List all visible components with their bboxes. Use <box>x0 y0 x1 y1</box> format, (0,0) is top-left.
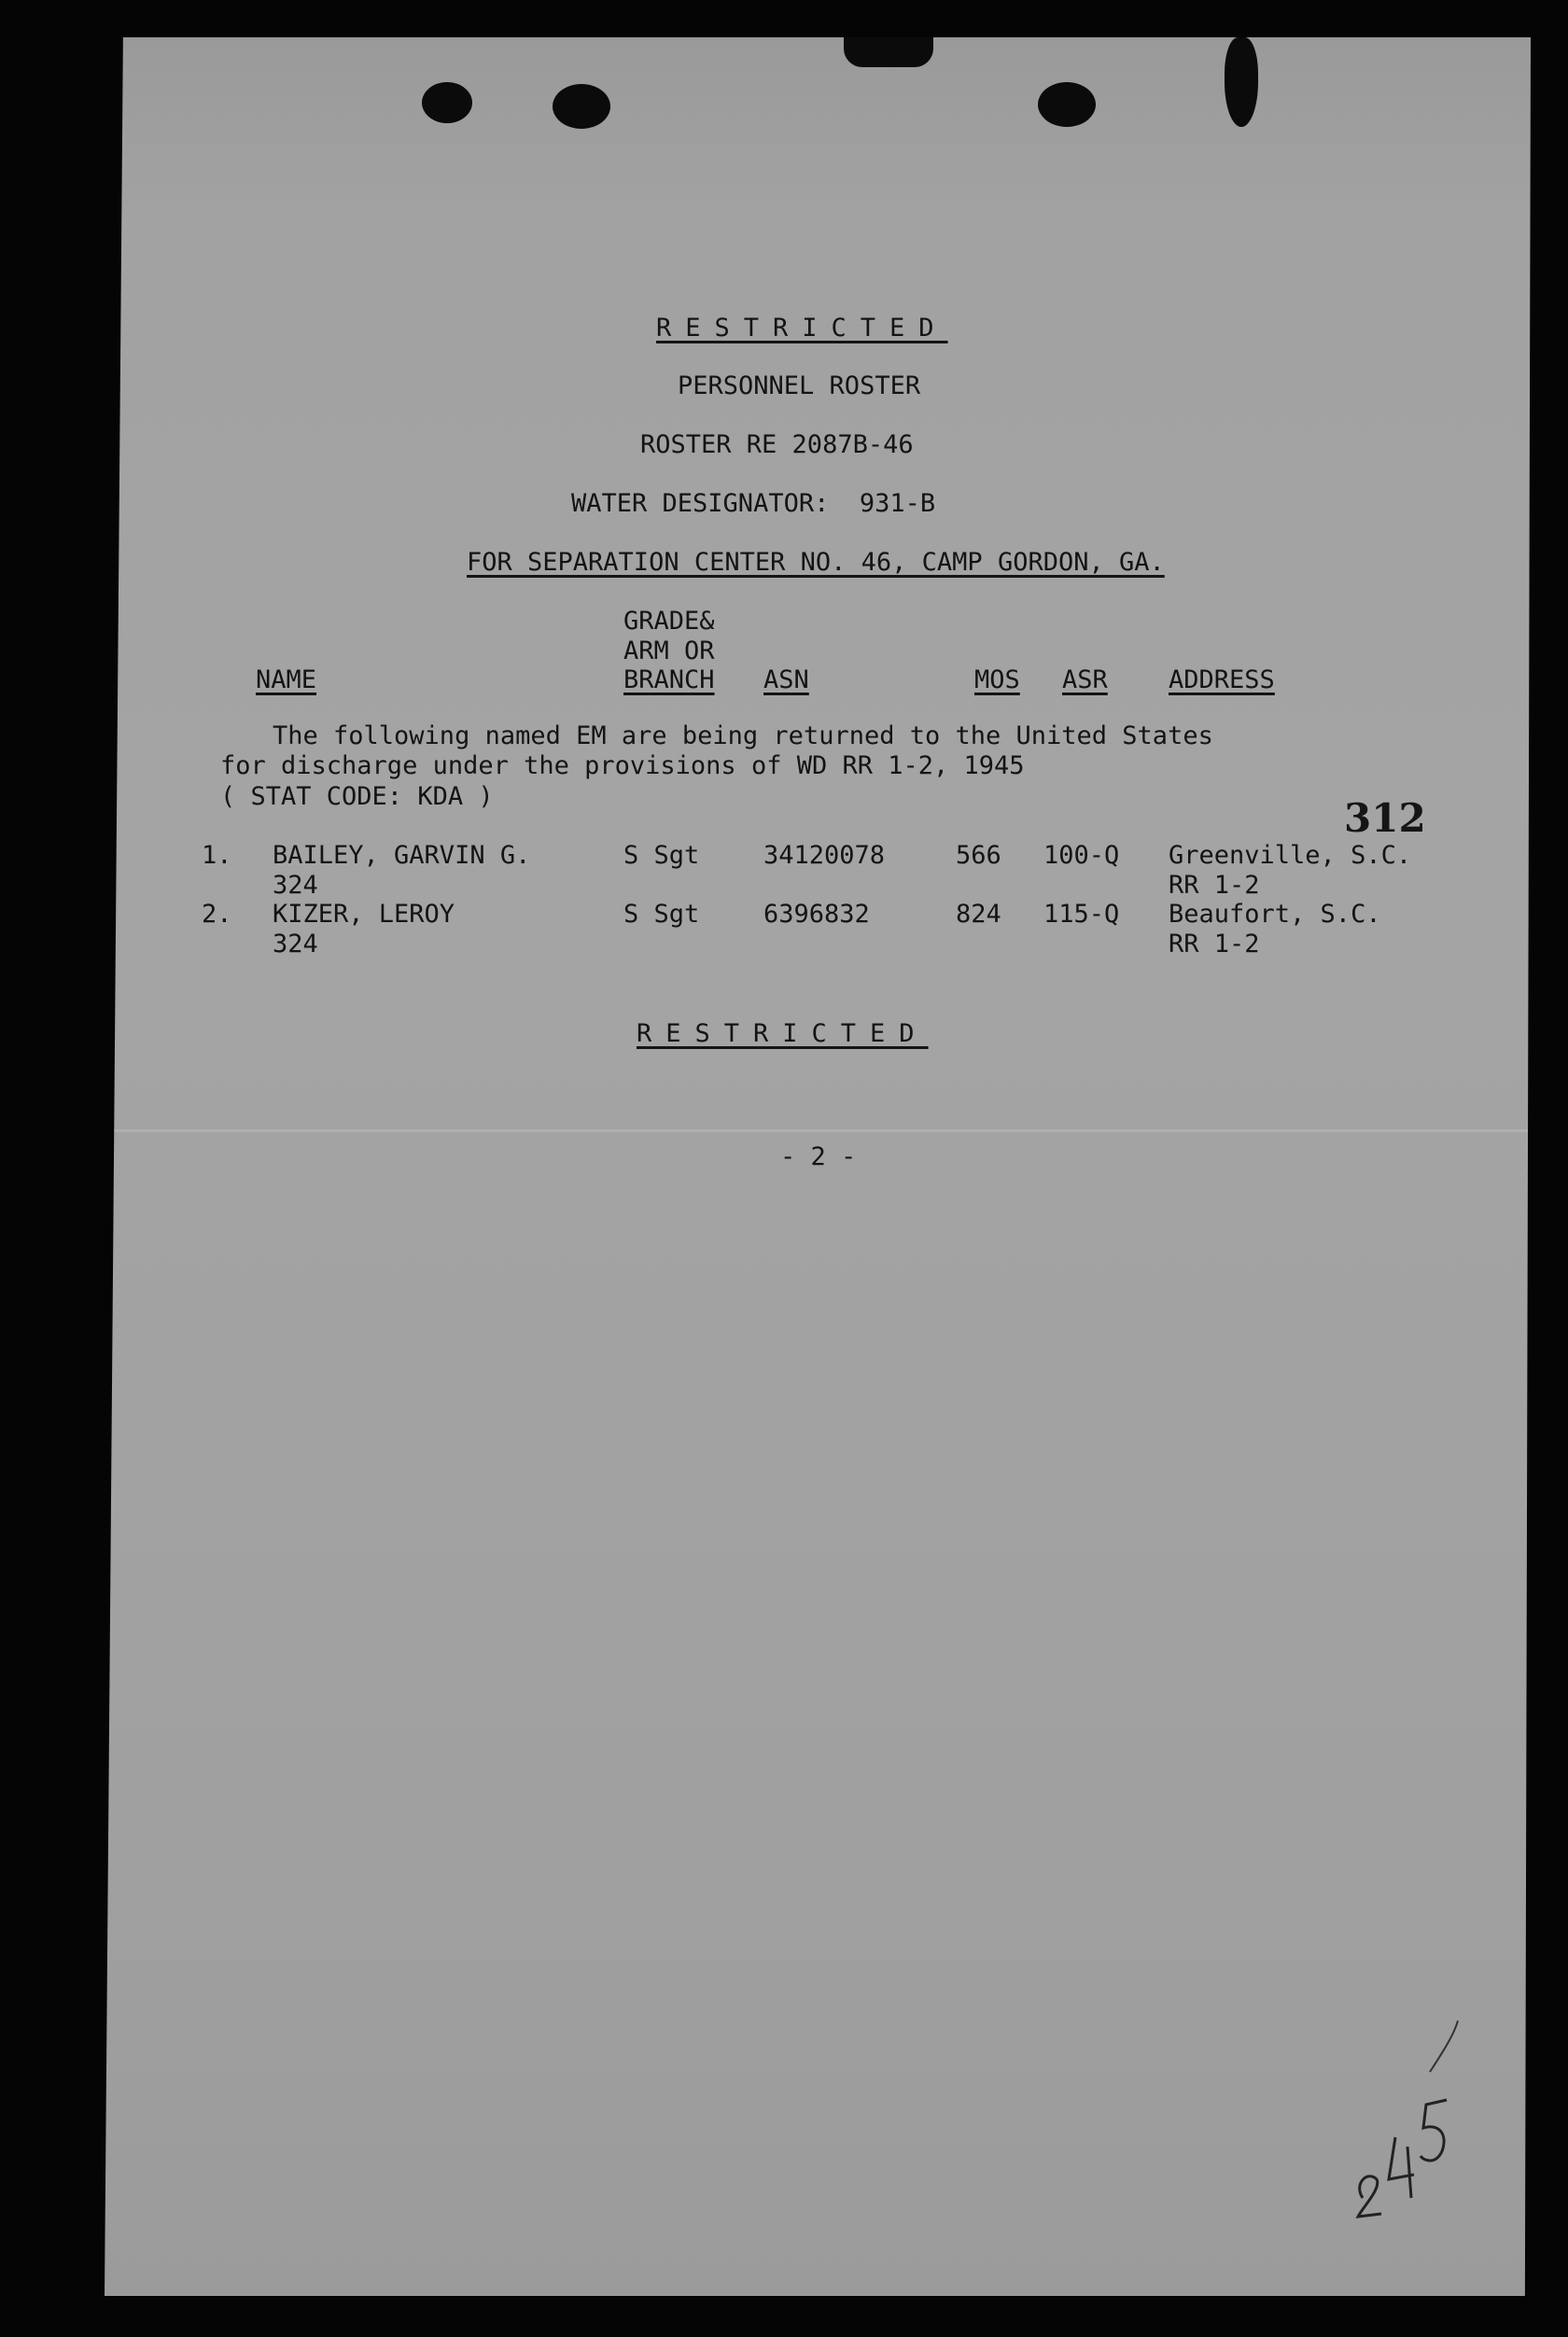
page-fold <box>105 1129 1531 1132</box>
row-grade: S Sgt <box>623 841 700 870</box>
row-asr: 115-Q <box>1043 900 1120 929</box>
intro-line2: for discharge under the provisions of WD RR 1-2, 1945 <box>220 751 1025 780</box>
footer-restricted: RESTRICTED <box>637 1019 929 1048</box>
row-number: 2. <box>202 900 232 929</box>
punch-hole <box>1038 82 1096 127</box>
col-asr: ASR <box>1062 665 1108 694</box>
row-grade: S Sgt <box>623 900 700 929</box>
col-mos: MOS <box>974 665 1020 694</box>
row-name: BAILEY, GARVIN G. <box>273 841 531 870</box>
row-number: 1. <box>202 841 232 870</box>
intro-line3: ( STAT CODE: KDA ) <box>220 782 494 811</box>
row-address: Beaufort, S.C. <box>1169 900 1381 929</box>
col-grade-line1: GRADE& <box>623 607 715 636</box>
row-asn: 34120078 <box>763 841 886 870</box>
punch-hole <box>422 82 472 123</box>
row-mos: 566 <box>956 841 1001 870</box>
row-address: Greenville, S.C. <box>1169 841 1412 870</box>
header-restricted: RESTRICTED <box>656 314 948 343</box>
col-address: ADDRESS <box>1169 665 1275 694</box>
col-name: NAME <box>256 665 317 694</box>
stamp-number: 312 <box>1344 795 1426 841</box>
row-name: KIZER, LEROY <box>273 900 455 929</box>
row-address-line2: RR 1-2 <box>1169 930 1260 959</box>
roster-title: PERSONNEL ROSTER <box>678 371 921 400</box>
page-number: - 2 - <box>780 1142 857 1171</box>
intro-line1: The following named EM are being returned to the United States <box>273 721 1213 750</box>
handwritten-note <box>1344 2016 1465 2221</box>
destination: FOR SEPARATION CENTER NO. 46, CAMP GORDON, GA. <box>467 548 1165 577</box>
col-asn: ASN <box>763 665 809 694</box>
col-grade-line3: BRANCH <box>623 665 715 694</box>
row-mos: 824 <box>956 900 1001 929</box>
row-sub: 324 <box>273 930 318 959</box>
row-sub: 324 <box>273 871 318 900</box>
roster-number: ROSTER RE 2087B-46 <box>640 430 914 459</box>
row-address-line2: RR 1-2 <box>1169 871 1260 900</box>
row-asr: 100-Q <box>1043 841 1120 870</box>
tear-mark <box>844 37 933 67</box>
punch-hole <box>1225 37 1258 127</box>
row-asn: 6396832 <box>763 900 870 929</box>
water-designator: WATER DESIGNATOR: 931-B <box>571 489 936 518</box>
punch-hole <box>553 84 610 129</box>
col-grade-line2: ARM OR <box>623 637 715 665</box>
